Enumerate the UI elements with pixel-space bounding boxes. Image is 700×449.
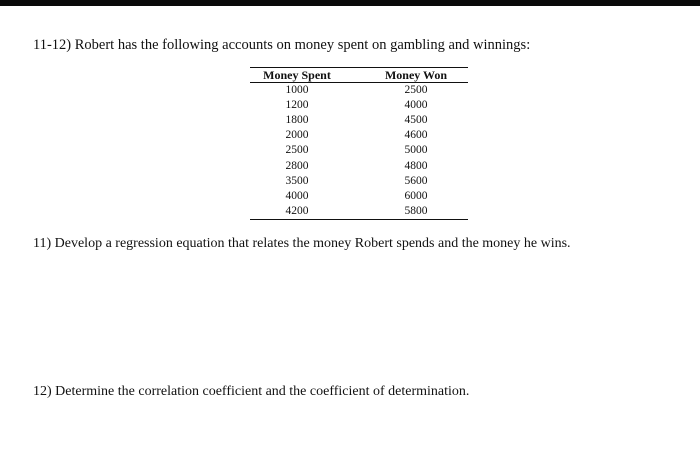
cell-money-won: 4600 <box>404 129 428 142</box>
cell-money-won: 4000 <box>404 99 428 112</box>
problem-heading: 11-12) Robert has the following accounts on money spent on gambling and winnings: <box>33 37 531 53</box>
table-row <box>250 128 468 143</box>
table-row <box>250 83 468 99</box>
table-header-row <box>250 68 468 83</box>
cell-money-won: 5800 <box>364 204 468 220</box>
cell-money-spent: 4200 <box>250 204 344 220</box>
data-table-container <box>250 67 468 220</box>
table-row <box>250 174 468 189</box>
header-gap <box>344 68 364 83</box>
cell-money-won: 2500 <box>404 84 428 97</box>
table-row <box>250 143 468 158</box>
cell-money-won: 6000 <box>404 189 428 202</box>
cell-money-spent: 3500 <box>285 174 309 187</box>
cell-money-spent: 1200 <box>285 99 309 112</box>
cell-money-spent: 2000 <box>285 129 309 142</box>
table-row <box>250 113 468 128</box>
cell-money-spent: 1000 <box>285 84 309 97</box>
cell-money-won: 4800 <box>404 159 428 172</box>
cell-money-spent: 4000 <box>285 189 309 202</box>
top-border-bar <box>0 0 700 6</box>
cell-money-won: 5000 <box>404 144 428 157</box>
cell-money-spent: 2800 <box>285 159 309 172</box>
table-row <box>250 98 468 113</box>
question-12: 12) Determine the correlation coefficient and the coefficient of determination. <box>33 384 470 399</box>
spending-winnings-table <box>250 67 468 220</box>
cell-money-won: 5600 <box>404 174 428 187</box>
table-row <box>250 204 468 220</box>
header-money-spent: Money Spent <box>250 68 344 83</box>
table-row <box>250 189 468 204</box>
cell-money-spent: 2500 <box>285 144 309 157</box>
table-row <box>250 158 468 173</box>
cell-money-spent: 1800 <box>285 114 309 127</box>
cell-money-won: 4500 <box>404 114 428 127</box>
header-money-won: Money Won <box>364 68 468 83</box>
question-11: 11) Develop a regression equation that relates the money Robert spends and the money he wins. <box>33 236 571 251</box>
